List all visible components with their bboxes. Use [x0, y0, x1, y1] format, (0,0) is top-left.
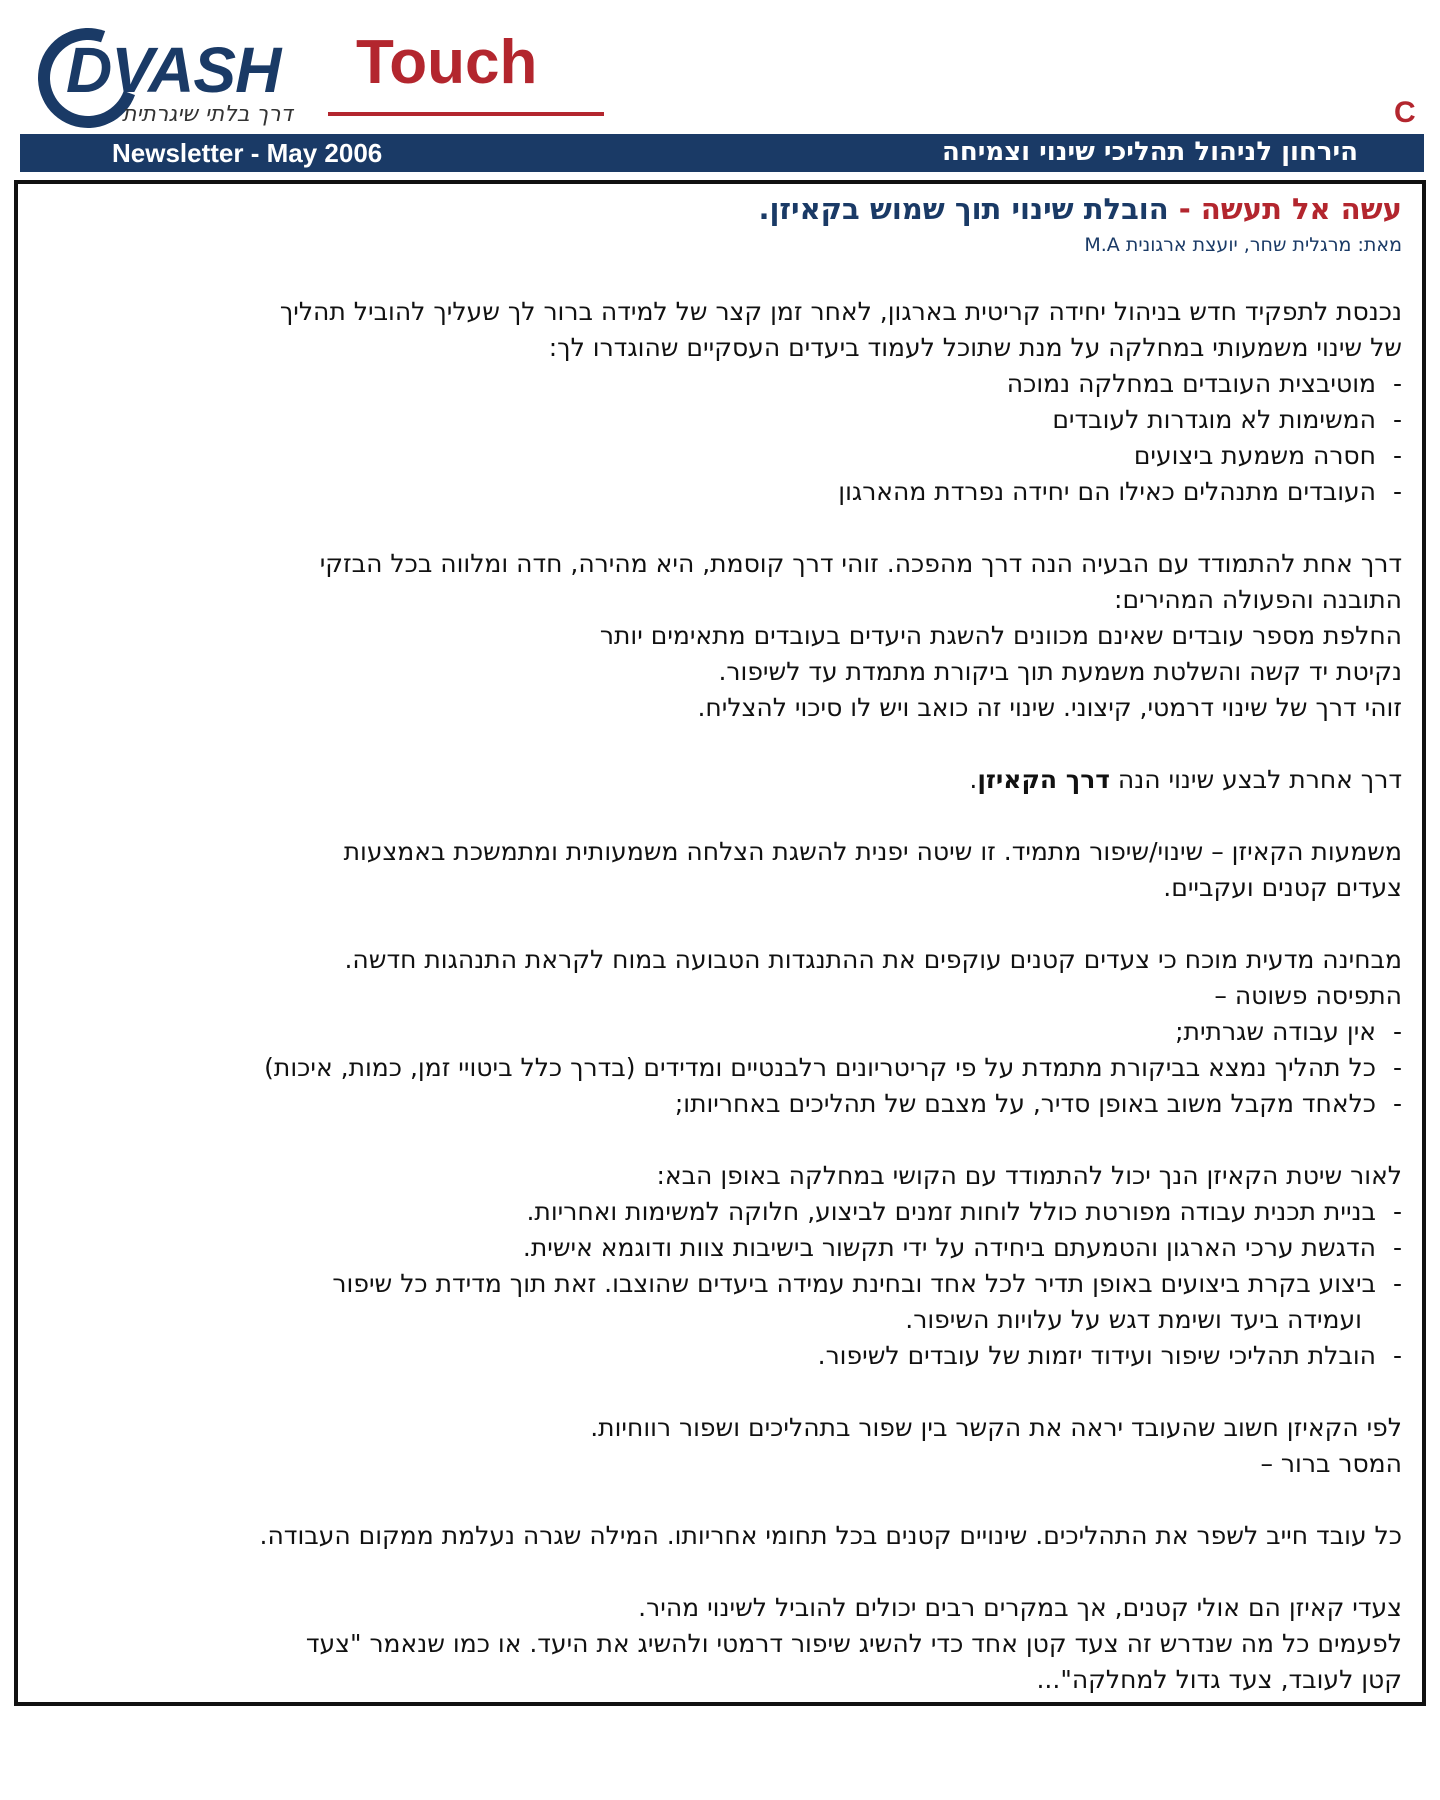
- text-line: צעדי קאיזן הם אולי קטנים, אך במקרים רבים יכולים להוביל לשינוי מהיר.: [638, 1593, 1402, 1622]
- list-item: - ביצוע בקרת ביצועים באופן תדיר לכל אחד ובחינת עמידה ביעדים שהוצבו. זאת תוך מדידת כל שיפור: [30, 1266, 1402, 1302]
- paragraph-1: [30, 294, 1402, 510]
- text-line: החלפת מספר עובדים שאינם מכוונים להשגת היעדים בעובדים מתאימים יותר: [599, 621, 1402, 650]
- newsletter-header: [0, 0, 1440, 180]
- text-line: משמעות הקאיזן – שינוי/שיפור מתמיד. זו שיטה יפנית להשגת הצלחה משמעותית ומתמשכת באמצעות: [343, 837, 1402, 866]
- paragraph-2: [30, 546, 1402, 726]
- article-body: [30, 294, 1402, 1698]
- text-line: זוהי דרך של שינוי דרמטי, קיצוני. שינוי זה כואב ויש לו סיכוי להצליח.: [697, 693, 1402, 722]
- text-after-bold: .: [969, 765, 978, 794]
- text-line: קטן לעובד, צעד גדול למחלקה"...: [1036, 1665, 1402, 1694]
- header-banner: [20, 134, 1424, 172]
- logo-dvash-text: DVASH: [66, 34, 281, 106]
- text-line: התפיסה פשוטה –: [1214, 981, 1402, 1010]
- text-line: המסר ברור –: [1260, 1449, 1402, 1478]
- paragraph-7: [30, 1410, 1402, 1482]
- corner-letter: C: [1394, 96, 1416, 129]
- list-item: - הדגשת ערכי הארגון והטמעתם ביחידה על ידי תקשור בישיבות צוות ודוגמא אישית.: [30, 1230, 1402, 1266]
- text-line: [30, 762, 1402, 798]
- paragraph-5: [30, 942, 1402, 1122]
- paragraph-9: [30, 1590, 1402, 1698]
- text-line: לאור שיטת הקאיזן הנך יכול להתמודד עם הקושי במחלקה באופן הבא:: [656, 1161, 1402, 1190]
- text-line: נקיטת יד קשה והשלטת משמעת תוך ביקורת מתמדת עד לשיפור.: [718, 657, 1402, 686]
- list-item: - חסרה משמעת ביצועים: [30, 438, 1402, 474]
- dvash-touch-logo: [38, 26, 578, 136]
- list-item: - המשימות לא מוגדרות לעובדים: [30, 402, 1402, 438]
- list-item: - כלאחד מקבל משוב באופן סדיר, על מצבם של תהליכים באחריותו;: [30, 1086, 1402, 1122]
- article-byline: מאת: מרגלית שחר, יועצת ארגונית M.A: [1084, 234, 1402, 256]
- newsletter-date: Newsletter - May 2006: [112, 138, 383, 168]
- title-dash: -: [1168, 192, 1201, 226]
- text-line: לפעמים כל מה שנדרש זה צעד קטן אחד כדי להשיג שיפור דרמטי ולהשיג את היעד. או כמו שנאמר "צעד: [305, 1629, 1402, 1658]
- newsletter-subtitle: הירחון לניהול תהליכי שינוי וצמיחה: [942, 137, 1358, 167]
- text-line: מבחינה מדעית מוכח כי צעדים קטנים עוקפים את ההתנגדות הטבועה במוח לקראת התנהגות חדשה.: [344, 945, 1402, 974]
- text-before-bold: דרך אחרת לבצע שינוי הנה: [1109, 765, 1402, 794]
- paragraph-6: [30, 1158, 1402, 1374]
- text-line: צעדים קטנים ועקביים.: [1163, 873, 1402, 902]
- article-box: [14, 180, 1426, 1706]
- title-prefix: עשה אל תעשה: [1200, 192, 1402, 226]
- list-item: - הובלת תהליכי שיפור ועידוד יזמות של עובדים לשיפור.: [30, 1338, 1402, 1374]
- logo-underline: [328, 112, 604, 116]
- paragraph-8: [30, 1518, 1402, 1554]
- list-item: - בניית תכנית עבודה מפורטת כולל לוחות זמנים לביצוע, חלוקה למשימות ואחריות.: [30, 1194, 1402, 1230]
- text-line: התובנה והפעולה המהירים:: [1114, 585, 1402, 614]
- list-item: - העובדים מתנהלים כאילו הם יחידה נפרדת מהארגון: [30, 474, 1402, 510]
- text-line: דרך אחת להתמודד עם הבעיה הנה דרך מהפכה. זוהי דרך קוסמת, היא מהירה, חדה ומלווה בכל הבזקי: [319, 549, 1402, 578]
- text-line: לפי הקאיזן חשוב שהעובד יראה את הקשר בין שפור בתהליכים ושפור רווחיות.: [590, 1413, 1402, 1442]
- logo-tagline: דרך בלתי שיגרתית: [122, 102, 293, 127]
- text-line: של שינוי משמעותי במחלקה על מנת שתוכל לעמוד ביעדים העסקיים שהוגדרו לך:: [548, 333, 1402, 362]
- bold-kaizen-way: דרך הקאיזן: [977, 765, 1110, 794]
- title-main: הובלת שינוי תוך שמוש בקאיזן.: [758, 192, 1169, 226]
- article-title: [758, 192, 1402, 226]
- list-item: - כל תהליך נמצא בביקורת מתמדת על פי קריטריונים רלבנטיים ומדידים (בדרך כלל ביטויי זמן, כמות, איכות): [30, 1050, 1402, 1086]
- logo-touch-text: Touch: [356, 28, 538, 97]
- list-item: - אין עבודה שגרתית;: [30, 1014, 1402, 1050]
- text-line: כל עובד חייב לשפר את התהליכים. שינויים קטנים בכל תחומי אחריותו. המילה שגרה נעלמת ממקום העבודה.: [259, 1521, 1402, 1550]
- text-line: נכנסת לתפקיד חדש בניהול יחידה קריטית בארגון, לאחר זמן קצר של למידה ברור לך שעליך להוביל תהליך: [279, 297, 1402, 326]
- paragraph-4: [30, 834, 1402, 906]
- list-item-continuation: ועמידה ביעד ושימת דגש על עלויות השיפור.: [905, 1305, 1362, 1334]
- paragraph-3: [30, 762, 1402, 798]
- list-item: - מוטיבצית העובדים במחלקה נמוכה: [30, 366, 1402, 402]
